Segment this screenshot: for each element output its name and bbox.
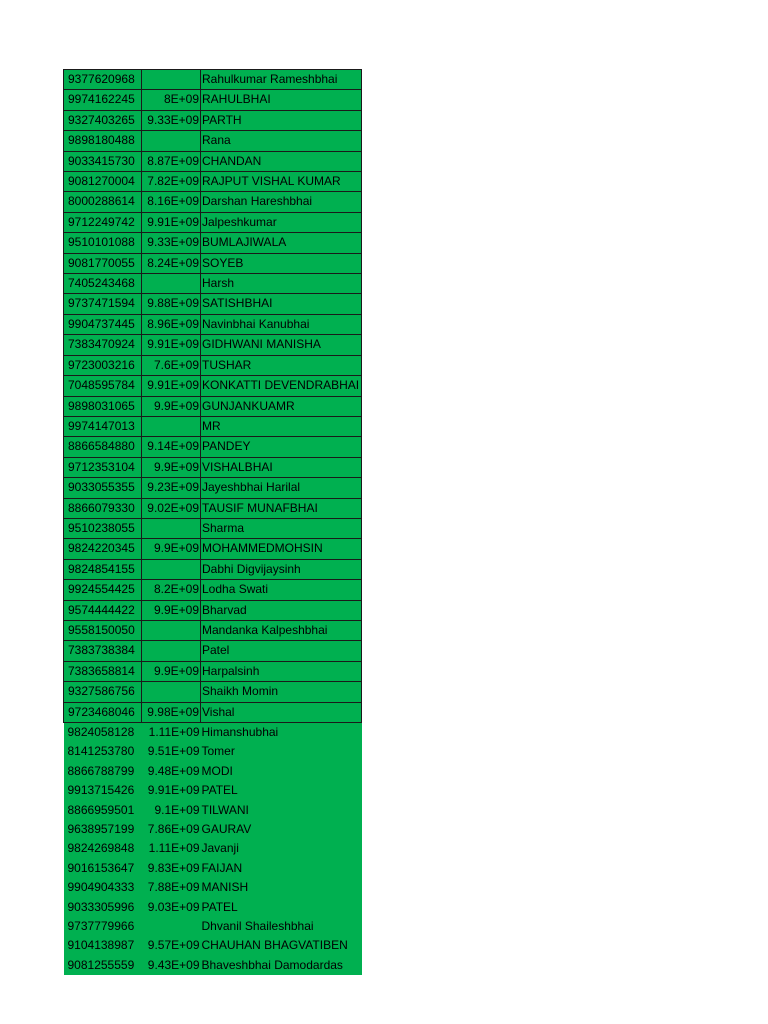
table-row	[64, 661, 362, 681]
phone-cell[interactable]: 9377620968	[64, 70, 142, 90]
name-cell[interactable]	[201, 172, 362, 192]
phone-cell[interactable]: 9723468046	[64, 702, 142, 722]
name-cell[interactable]	[201, 600, 362, 620]
phone-cell[interactable]: 7405243468	[64, 274, 142, 294]
table-row	[64, 936, 362, 955]
table-row	[64, 437, 362, 457]
name-cell[interactable]	[201, 762, 362, 781]
table-row	[64, 742, 362, 761]
scientific-number-cell[interactable]: 7.86E+09	[142, 820, 201, 839]
table-row	[64, 376, 362, 396]
name-cell[interactable]	[201, 212, 362, 232]
scientific-number-cell[interactable]: 1.11E+09	[142, 839, 201, 858]
scientific-number-cell[interactable]: 9.57E+09	[142, 936, 201, 955]
phone-cell[interactable]: 9824854155	[64, 559, 142, 579]
name-text: TILWANI	[201, 802, 249, 817]
name-text: Tomer	[201, 744, 235, 759]
phone-cell[interactable]: 9898031065	[64, 396, 142, 416]
table-row	[64, 253, 362, 273]
name-text: Rana	[202, 133, 231, 148]
scientific-number-cell[interactable]	[142, 131, 201, 151]
scientific-number-cell[interactable]: 9.91E+09	[142, 335, 201, 355]
scientific-number-cell[interactable]: 8.87E+09	[142, 151, 201, 171]
phone-cell[interactable]: 9737471594	[64, 294, 142, 314]
name-text: RAJPUT VISHAL KUMAR	[202, 174, 341, 189]
scientific-number-cell[interactable]: 9.9E+09	[142, 600, 201, 620]
scientific-number-cell[interactable]: 9.98E+09	[142, 702, 201, 722]
table-row	[64, 70, 362, 90]
scientific-number-cell[interactable]: 8.96E+09	[142, 314, 201, 334]
scientific-number-cell[interactable]: 7.88E+09	[142, 878, 201, 897]
phone-cell[interactable]: 9904737445	[64, 314, 142, 334]
scientific-number-cell[interactable]: 9.43E+09	[142, 956, 201, 975]
name-cell[interactable]	[201, 559, 362, 579]
table-row	[64, 580, 362, 600]
name-text: Jayeshbhai Harilal	[202, 480, 301, 495]
scientific-number-cell[interactable]: 9.83E+09	[142, 859, 201, 878]
scientific-number-cell[interactable]	[142, 416, 201, 436]
phone-cell[interactable]: 7048595784	[64, 376, 142, 396]
name-cell[interactable]	[201, 355, 362, 375]
scientific-number-cell[interactable]: 9.03E+09	[142, 898, 201, 917]
name-cell[interactable]	[201, 936, 362, 955]
name-text: SOYEB	[202, 255, 244, 270]
table-row	[64, 151, 362, 171]
scientific-number-cell[interactable]	[142, 559, 201, 579]
name-text: KONKATTI DEVENDRABHAI	[202, 378, 360, 393]
table-row	[64, 335, 362, 355]
table-row	[64, 878, 362, 897]
phone-cell[interactable]: 9104138987	[64, 936, 142, 955]
name-text: BUMLAJIWALA	[202, 235, 287, 250]
table-row	[64, 600, 362, 620]
phone-cell[interactable]: 9327586756	[64, 682, 142, 702]
table-row	[64, 457, 362, 477]
table-row	[64, 518, 362, 538]
table-row	[64, 559, 362, 579]
table-row	[64, 192, 362, 212]
name-text: Darshan Hareshbhai	[202, 194, 313, 209]
phone-cell[interactable]: 9904904333	[64, 878, 142, 897]
name-cell[interactable]	[201, 416, 362, 436]
phone-cell[interactable]: 8866788799	[64, 762, 142, 781]
phone-cell[interactable]: 9974162245	[64, 90, 142, 110]
table-row	[64, 110, 362, 130]
phone-cell[interactable]: 9081255559	[64, 956, 142, 975]
scientific-number-cell[interactable]: 9.88E+09	[142, 294, 201, 314]
name-text: Vishal	[202, 704, 235, 719]
spreadsheet-table	[63, 69, 362, 975]
phone-cell[interactable]: 9081270004	[64, 172, 142, 192]
name-text: FAIJAN	[201, 860, 243, 875]
phone-cell[interactable]: 8000288614	[64, 192, 142, 212]
scientific-number-cell[interactable]	[142, 641, 201, 661]
phone-cell[interactable]: 9913715426	[64, 781, 142, 800]
name-text: RAHULBHAI	[202, 92, 271, 107]
scientific-number-cell[interactable]: 9.91E+09	[142, 781, 201, 800]
name-cell[interactable]	[201, 131, 362, 151]
phone-cell[interactable]: 9712353104	[64, 457, 142, 477]
phone-cell[interactable]: 9898180488	[64, 131, 142, 151]
name-cell[interactable]	[201, 437, 362, 457]
table-row	[64, 294, 362, 314]
name-cell[interactable]	[201, 620, 362, 640]
phone-cell[interactable]: 7383658814	[64, 661, 142, 681]
name-cell[interactable]	[201, 498, 362, 518]
table-row	[64, 898, 362, 917]
table-row	[64, 233, 362, 253]
name-text: PARTH	[202, 112, 242, 127]
table-row	[64, 539, 362, 559]
phone-cell[interactable]: 9737779966	[64, 917, 142, 936]
scientific-number-cell[interactable]	[142, 518, 201, 538]
phone-cell[interactable]: 9723003216	[64, 355, 142, 375]
phone-cell[interactable]: 9016153647	[64, 859, 142, 878]
table-row	[64, 416, 362, 436]
name-text: GAURAV	[201, 822, 252, 837]
table-row	[64, 762, 362, 781]
phone-cell[interactable]: 9558150050	[64, 620, 142, 640]
table-row	[64, 172, 362, 192]
scientific-number-cell[interactable]: 8.16E+09	[142, 192, 201, 212]
table-row	[64, 641, 362, 661]
name-cell[interactable]	[201, 781, 362, 800]
name-cell[interactable]	[201, 839, 362, 858]
table-row	[64, 801, 362, 820]
name-text: Navinbhai Kanubhai	[202, 316, 310, 331]
table-row	[64, 355, 362, 375]
table-row	[64, 90, 362, 110]
table-row	[64, 917, 362, 936]
scientific-number-cell[interactable]: 9.51E+09	[142, 742, 201, 761]
table-row	[64, 781, 362, 800]
name-cell[interactable]	[201, 457, 362, 477]
name-cell[interactable]	[201, 723, 362, 743]
scientific-number-cell[interactable]: 7.82E+09	[142, 172, 201, 192]
phone-cell[interactable]: 9574444422	[64, 600, 142, 620]
name-cell[interactable]	[201, 335, 362, 355]
table-row	[64, 682, 362, 702]
scientific-number-cell[interactable]: 9.9E+09	[142, 457, 201, 477]
table-row	[64, 702, 362, 722]
name-cell[interactable]	[201, 580, 362, 600]
table-row	[64, 274, 362, 294]
name-cell[interactable]	[201, 801, 362, 820]
phone-cell[interactable]: 7383738384	[64, 641, 142, 661]
spreadsheet-body	[64, 70, 362, 976]
name-cell[interactable]	[201, 917, 362, 936]
name-cell[interactable]	[201, 151, 362, 171]
name-cell[interactable]	[201, 376, 362, 396]
phone-cell[interactable]: 8866959501	[64, 801, 142, 820]
name-text: Dabhi Digvijaysinh	[202, 561, 301, 576]
table-row	[64, 859, 362, 878]
name-cell[interactable]	[201, 539, 362, 559]
name-text: Himanshubhai	[201, 725, 279, 739]
phone-cell[interactable]: 9638957199	[64, 820, 142, 839]
scientific-number-cell[interactable]: 9.9E+09	[142, 396, 201, 416]
name-cell[interactable]	[201, 742, 362, 761]
name-text: SATISHBHAI	[202, 296, 273, 311]
scientific-number-cell[interactable]: 8.2E+09	[142, 580, 201, 600]
scientific-number-cell[interactable]: 9.9E+09	[142, 661, 201, 681]
name-text: MANISH	[201, 880, 249, 895]
scientific-number-cell[interactable]: 8.24E+09	[142, 253, 201, 273]
table-row	[64, 723, 362, 743]
phone-cell[interactable]: 9824269848	[64, 839, 142, 858]
phone-cell[interactable]: 9081770055	[64, 253, 142, 273]
scientific-number-cell[interactable]: 9.23E+09	[142, 478, 201, 498]
scientific-number-cell[interactable]: 9.48E+09	[142, 762, 201, 781]
name-cell[interactable]	[201, 956, 362, 975]
phone-cell[interactable]: 9033415730	[64, 151, 142, 171]
table-row	[64, 956, 362, 975]
name-text: GUNJANKUAMR	[202, 398, 295, 413]
name-cell[interactable]	[201, 702, 362, 722]
scientific-number-cell[interactable]	[142, 917, 201, 936]
phone-cell[interactable]: 9033305996	[64, 898, 142, 917]
name-cell[interactable]	[201, 192, 362, 212]
table-row	[64, 839, 362, 858]
name-cell[interactable]	[201, 110, 362, 130]
scientific-number-cell[interactable]: 9.9E+09	[142, 539, 201, 559]
phone-cell[interactable]: 8141253780	[64, 742, 142, 761]
name-text: CHAUHAN BHAGVATIBEN	[201, 938, 348, 953]
name-text: Patel	[202, 643, 230, 658]
name-text: Dhvanil Shaileshbhai	[201, 919, 314, 934]
name-text: Shaikh Momin	[202, 684, 279, 699]
name-cell[interactable]	[201, 859, 362, 878]
name-text: Harsh	[202, 276, 235, 291]
name-cell[interactable]	[201, 682, 362, 702]
table-row	[64, 314, 362, 334]
name-text: Harpalsinh	[202, 663, 260, 678]
name-cell[interactable]	[201, 518, 362, 538]
name-text: PANDEY	[202, 439, 251, 454]
phone-cell[interactable]: 9033055355	[64, 478, 142, 498]
name-text: Rahulkumar Rameshbhai	[202, 72, 338, 86]
phone-cell[interactable]: 9510101088	[64, 233, 142, 253]
scientific-number-cell[interactable]	[142, 620, 201, 640]
scientific-number-cell[interactable]: 9.14E+09	[142, 437, 201, 457]
name-text: MOHAMMEDMOHSIN	[202, 541, 323, 556]
scientific-number-cell[interactable]: 7.6E+09	[142, 355, 201, 375]
scientific-number-cell[interactable]: 9.02E+09	[142, 498, 201, 518]
scientific-number-cell[interactable]: 9.91E+09	[142, 376, 201, 396]
scientific-number-cell[interactable]: 9.33E+09	[142, 233, 201, 253]
name-cell[interactable]	[201, 274, 362, 294]
table-row	[64, 212, 362, 232]
scientific-number-cell[interactable]	[142, 274, 201, 294]
name-text: Mandanka Kalpeshbhai	[202, 622, 328, 637]
table-row	[64, 131, 362, 151]
phone-cell[interactable]: 9824058128	[64, 723, 142, 743]
name-cell[interactable]	[201, 396, 362, 416]
name-text: MODI	[201, 763, 233, 778]
scientific-number-cell[interactable]: 8E+09	[142, 90, 201, 110]
name-text: PATEL	[201, 783, 238, 798]
name-cell[interactable]	[201, 233, 362, 253]
phone-cell[interactable]: 9712249742	[64, 212, 142, 232]
name-text: TAUSIF MUNAFBHAI	[202, 500, 318, 515]
phone-cell[interactable]: 9974147013	[64, 416, 142, 436]
phone-cell[interactable]: 8866584880	[64, 437, 142, 457]
name-text: CHANDAN	[202, 153, 262, 168]
phone-cell[interactable]: 9327403265	[64, 110, 142, 130]
name-cell[interactable]	[201, 898, 362, 917]
scientific-number-cell[interactable]: 9.33E+09	[142, 110, 201, 130]
scientific-number-cell[interactable]: 1.11E+09	[142, 723, 201, 743]
name-cell[interactable]	[201, 314, 362, 334]
scientific-number-cell[interactable]	[142, 682, 201, 702]
name-text: Lodha Swati	[202, 582, 269, 597]
name-cell[interactable]	[201, 661, 362, 681]
name-text: Javanji	[201, 841, 239, 856]
phone-cell[interactable]: 9824220345	[64, 539, 142, 559]
name-text: VISHALBHAI	[202, 459, 273, 474]
name-cell[interactable]	[201, 820, 362, 839]
name-cell[interactable]	[201, 253, 362, 273]
table-row	[64, 478, 362, 498]
scientific-number-cell[interactable]	[142, 70, 201, 90]
name-text: Sharma	[202, 520, 245, 535]
phone-cell[interactable]: 9510238055	[64, 518, 142, 538]
name-text: MR	[202, 418, 221, 433]
table-row	[64, 620, 362, 640]
name-text: Bhaveshbhai Damodardas	[201, 957, 343, 972]
table-row	[64, 498, 362, 518]
name-cell[interactable]	[201, 90, 362, 110]
name-text: Bharvad	[202, 602, 247, 617]
table-row	[64, 820, 362, 839]
table-row	[64, 396, 362, 416]
name-cell[interactable]	[201, 478, 362, 498]
name-cell[interactable]	[201, 878, 362, 897]
name-text: TUSHAR	[202, 357, 252, 372]
scientific-number-cell[interactable]: 9.91E+09	[142, 212, 201, 232]
name-cell[interactable]	[201, 294, 362, 314]
name-cell[interactable]	[201, 641, 362, 661]
name-text: PATEL	[201, 899, 238, 914]
name-cell[interactable]	[201, 70, 362, 90]
scientific-number-cell[interactable]: 9.1E+09	[142, 801, 201, 820]
phone-cell[interactable]: 7383470924	[64, 335, 142, 355]
name-text: Jalpeshkumar	[202, 214, 277, 229]
name-text: GIDHWANI MANISHA	[202, 337, 321, 352]
phone-cell[interactable]: 8866079330	[64, 498, 142, 518]
phone-cell[interactable]: 9924554425	[64, 580, 142, 600]
